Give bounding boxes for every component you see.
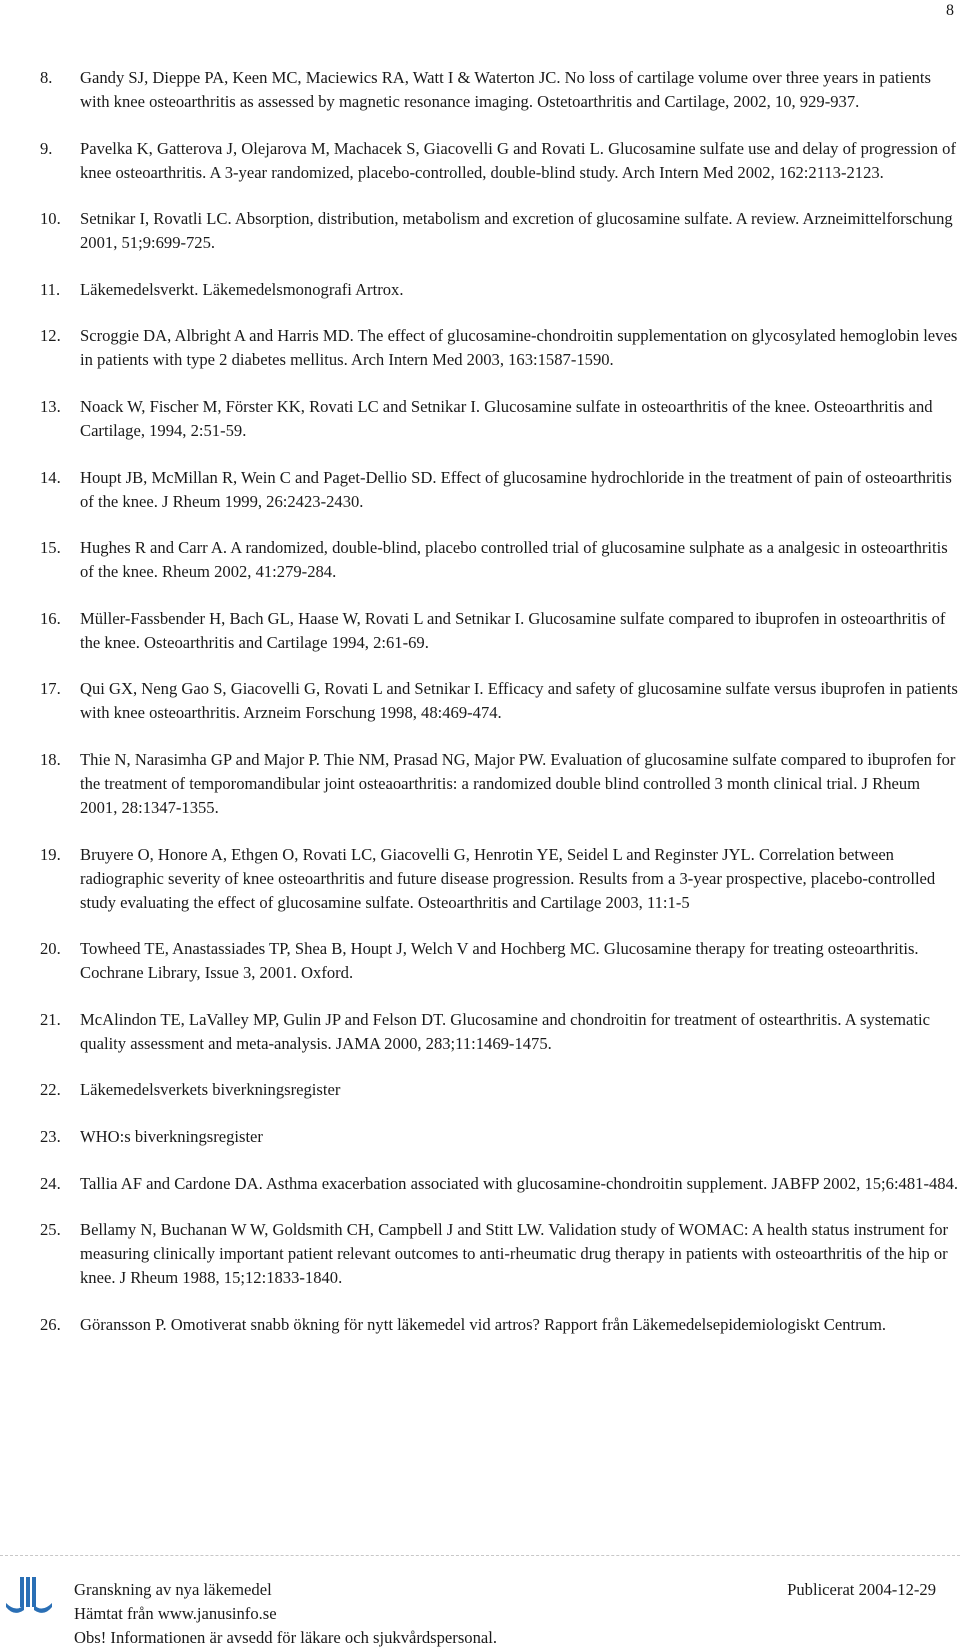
footer-source: Hämtat från www.janusinfo.se xyxy=(74,1604,277,1623)
reference-text: Göransson P. Omotiverat snabb ökning för nytt läkemedel vid artros? Rapport från Läkemedelsepidemiologiskt Centrum. xyxy=(80,1314,887,1334)
reference-text: Läkemedelsverkt. Läkemedelsmonografi Artrox. xyxy=(80,279,404,299)
reference-item xyxy=(40,395,958,443)
reference-number: 18. xyxy=(40,749,61,769)
footer-info xyxy=(74,1578,497,1650)
reference-item xyxy=(40,137,958,185)
reference-number: 26. xyxy=(40,1314,61,1334)
reference-item xyxy=(40,324,958,372)
reference-text: Houpt JB, McMillan R, Wein C and Paget-Dellio SD. Effect of glucosamine hydrochloride in the treatment of pain of osteoarthritis of the knee. J Rheum 1999, 26:2423-2430. xyxy=(80,467,952,511)
reference-text: Hughes R and Carr A. A randomized, double-blind, placebo controlled trial of glucosamine sulphate as a analgesic in osteoarthritis of the knee. Rheum 2002, 41:279-284. xyxy=(80,538,948,582)
reference-item xyxy=(40,466,958,514)
reference-item xyxy=(40,748,958,820)
reference-item xyxy=(40,1313,958,1337)
reference-item xyxy=(40,1125,958,1149)
reference-number: 23. xyxy=(40,1126,61,1146)
reference-list xyxy=(40,66,958,1359)
reference-item xyxy=(40,278,958,302)
janus-logo-icon xyxy=(4,1575,54,1615)
reference-number: 13. xyxy=(40,396,61,416)
reference-text: Thie N, Narasimha GP and Major P. Thie NM, Prasad NG, Major PW. Evaluation of glucosamine sulfate compared to ibuprofen for the treatment of temporomandibular joint osteaoarthritis: a randomized double blind controlled 3 month clinical trial. J Rheum 2001, 28:1347-1355. xyxy=(80,749,956,817)
reference-item xyxy=(40,843,958,915)
page-number: 8 xyxy=(946,2,954,19)
reference-text: Müller-Fassbender H, Bach GL, Haase W, Rovati L and Setnikar I. Glucosamine sulfate compared to ibuprofen in osteoarthritis of the knee. Osteoarthritis and Cartilage 1994, 2:61-69. xyxy=(80,608,946,652)
reference-number: 15. xyxy=(40,538,61,558)
footer-published-date: Publicerat 2004-12-29 xyxy=(787,1580,936,1599)
reference-item xyxy=(40,207,958,255)
reference-text: WHO:s biverkningsregister xyxy=(80,1126,263,1146)
reference-text: Pavelka K, Gatterova J, Olejarova M, Machacek S, Giacovelli G and Rovati L. Glucosamine sulfate use and delay of progression of knee osteoarthritis. A 3-year randomized, placebo-controlled, double-blind study. Arch Intern Med 2002, 162:2113-2123. xyxy=(80,138,956,182)
reference-text: Läkemedelsverkets biverkningsregister xyxy=(80,1080,341,1100)
reference-number: 11. xyxy=(40,279,61,299)
reference-text: Noack W, Fischer M, Förster KK, Rovati LC and Setnikar I. Glucosamine sulfate in osteoarthritis of the knee. Osteoarthritis and Cartilage, 1994, 2:51-59. xyxy=(80,396,933,440)
reference-number: 10. xyxy=(40,209,61,229)
reference-number: 14. xyxy=(40,467,61,487)
reference-item xyxy=(40,937,958,985)
reference-number: 17. xyxy=(40,679,61,699)
reference-number: 24. xyxy=(40,1173,61,1193)
reference-text: Tallia AF and Cardone DA. Asthma exacerbation associated with glucosamine-chondroitin supplement. JABFP 2002, 15;6:481-484. xyxy=(80,1173,959,1193)
reference-number: 16. xyxy=(40,608,61,628)
reference-item xyxy=(40,536,958,584)
footer-divider xyxy=(0,1555,960,1556)
reference-item xyxy=(40,677,958,725)
reference-item xyxy=(40,66,958,114)
reference-number: 25. xyxy=(40,1220,61,1240)
reference-number: 19. xyxy=(40,844,61,864)
reference-item xyxy=(40,1008,958,1056)
reference-item xyxy=(40,1078,958,1102)
reference-number: 22. xyxy=(40,1080,61,1100)
footer-notice: Obs! Informationen är avsedd för läkare och sjukvårdspersonal. xyxy=(74,1628,497,1647)
reference-text: Bruyere O, Honore A, Ethgen O, Rovati LC, Giacovelli G, Henrotin YE, Seidel L and Reginster JYL. Correlation between radiographic severity of knee osteoarthritis and future disease progression. Results from a 3-year prospective, placebo-controlled study evaluating the effect of glucosamine sulfate. Osteoarthritis and Cartilage 2003, 11:1-5 xyxy=(80,844,936,912)
reference-text: Setnikar I, Rovatli LC. Absorption, distribution, metabolism and excretion of glucosamine sulfate. A review. Arzneimittelforschung 2001, 51;9:699-725. xyxy=(80,209,953,253)
reference-item xyxy=(40,1172,958,1196)
reference-text: Bellamy N, Buchanan W W, Goldsmith CH, Campbell J and Stitt LW. Validation study of WOMAC: A health status instrument for measuring clinically important patient relevant outcomes to anti-rheumatic drug therapy in patients with osteoarthritis of the hip or knee. J Rheum 1988, 15;12:1833-1840. xyxy=(80,1220,949,1288)
reference-text: Towheed TE, Anastassiades TP, Shea B, Houpt J, Welch V and Hochberg MC. Glucosamine therapy for treating osteoarthritis. Cochrane Library, Issue 3, 2001. Oxford. xyxy=(80,939,919,983)
reference-item xyxy=(40,1218,958,1290)
reference-number: 9. xyxy=(40,138,53,158)
footer-title: Granskning av nya läkemedel xyxy=(74,1580,272,1599)
reference-number: 8. xyxy=(40,68,53,87)
reference-item xyxy=(40,607,958,655)
reference-text: McAlindon TE, LaValley MP, Gulin JP and Felson DT. Glucosamine and chondroitin for treatment of ostearthritis. A systematic quality assessment and meta-analysis. JAMA 2000, 283;11:1469-1475. xyxy=(80,1009,930,1053)
reference-number: 21. xyxy=(40,1009,61,1029)
reference-number: 20. xyxy=(40,939,61,959)
reference-text: Gandy SJ, Dieppe PA, Keen MC, Maciewics RA, Watt I & Waterton JC. No loss of cartilage volume over three years in patients with knee osteoarthritis as assessed by magnetic resonance imaging. Ostetoarthritis and Cartilage, 2002, 10, 929-937. xyxy=(80,68,931,111)
reference-text: Scroggie DA, Albright A and Harris MD. The effect of glucosamine-chondroitin supplementation on glycosylated hemoglobin leves in patients with type 2 diabetes mellitus. Arch Intern Med 2003, 163:1587-1590. xyxy=(80,326,958,370)
reference-text: Qui GX, Neng Gao S, Giacovelli G, Rovati L and Setnikar I. Efficacy and safety of glucosamine sulfate versus ibuprofen in patients with knee osteoarthritis. Arzneim Forschung 1998, 48:469-474. xyxy=(80,679,958,723)
reference-number: 12. xyxy=(40,326,61,346)
